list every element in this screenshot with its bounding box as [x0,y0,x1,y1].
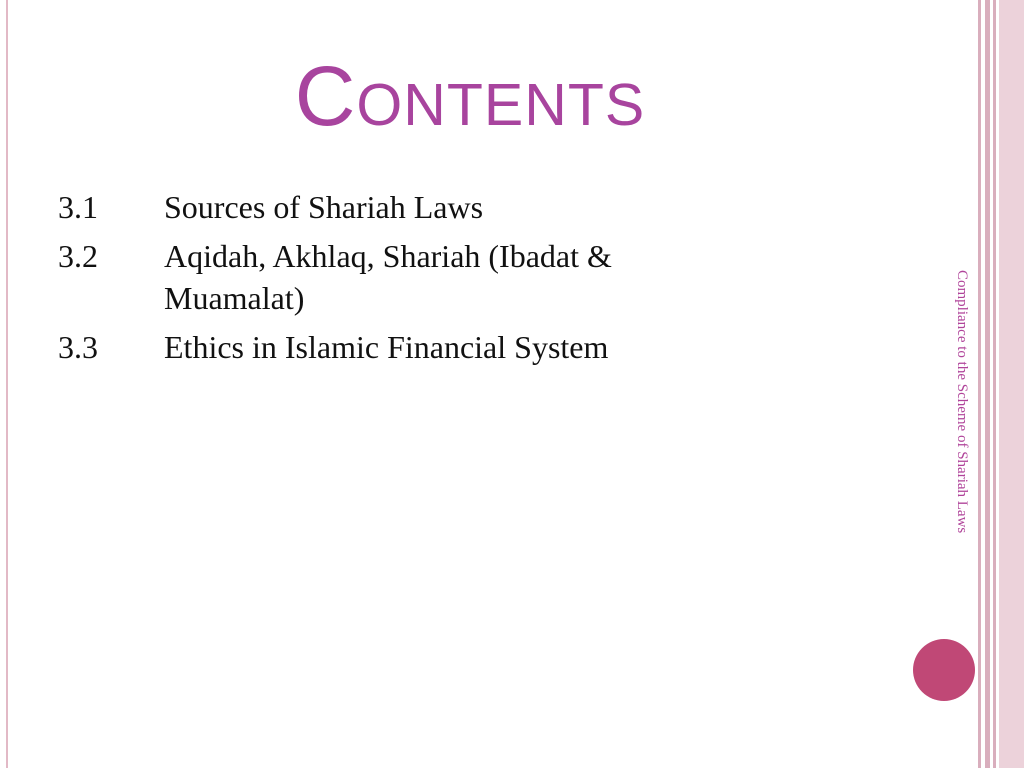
item-text: Sources of Shariah Laws [164,189,484,225]
right-stripe [985,0,990,768]
list-item [58,235,738,319]
list-item [58,186,738,228]
side-caption: Compliance to the Scheme of Shariah Laws [954,270,970,534]
right-stripe [978,0,981,768]
item-number: 3.3 [58,329,98,365]
item-text: Ethics in Islamic Financial System [164,329,609,365]
item-number: 3.2 [58,238,98,274]
decorative-circle [913,639,975,701]
right-stripe [999,0,1024,768]
item-text: Aqidah, Akhlaq, Shariah (Ibadat & Muamalat) [164,238,612,316]
right-stripe [993,0,996,768]
item-number: 3.1 [58,189,98,225]
contents-list [58,186,738,375]
list-item [58,326,738,368]
page-title: Contents [294,49,646,143]
